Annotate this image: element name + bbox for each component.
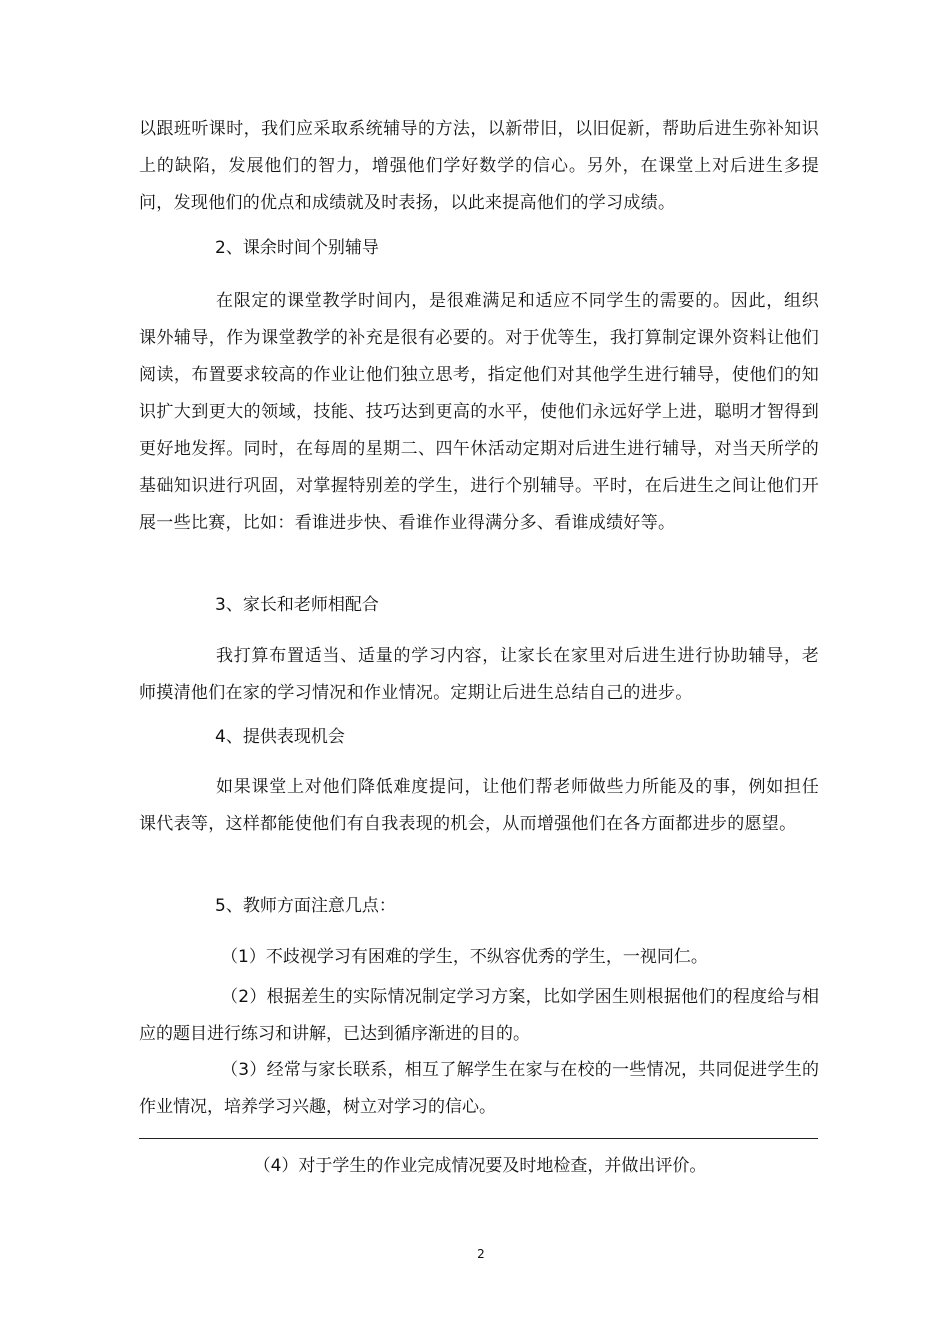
section-4-heading: 4、提供表现机会	[215, 727, 345, 747]
section-4-body: 如果课堂上对他们降低难度提问，让他们帮老师做些力所能及的事，例如担任课代表等，这样都能使他们有自我表现的机会，从而增强他们在各方面都进步的愿望。	[139, 777, 819, 834]
page-number: 2	[477, 1247, 485, 1261]
section-5-item-1: （1）不歧视学习有困难的学生，不纵容优秀的学生，一视同仁。	[221, 947, 708, 967]
section-2-heading: 2、课余时间个别辅导	[215, 238, 379, 258]
footnote-divider	[139, 1138, 818, 1139]
section-2-body: 在限定的课堂教学时间内，是很难满足和适应不同学生的需要的。因此，组织课外辅导，作为课堂教学的补充是很有必要的。对于优等生，我打算制定课外资料让他们阅读，布置要求较高的作业让他们独立思考，指定他们对其他学生进行辅导，使他们的知识扩大到更大的领域，技能、技巧达到更高的水平，使他们永远好学上进，聪明才智得到更好地发挥。同时，在每周的星期二、四午休活动定期对后进生进行辅导，对当天所学的基础知识进行巩固，对掌握特别差的学生，进行个别辅导。平时，在后进生之间让他们开展一些比赛，比如：看谁进步快、看谁作业得满分多、看谁成绩好等。	[139, 291, 819, 533]
section-5-item-2: （2）根据差生的实际情况制定学习方案，比如学困生则根据他们的程度给与相应的题目进行练习和讲解，已达到循序渐进的目的。	[139, 987, 819, 1044]
footnote-text: （4）对于学生的作业完成情况要及时地检查，并做出评价。	[253, 1156, 707, 1176]
section-3-body: 我打算布置适当、适量的学习内容，让家长在家里对后进生进行协助辅导，老师摸清他们在家的学习情况和作业情况。定期让后进生总结自己的进步。	[139, 646, 819, 703]
section-5-heading: 5、教师方面注意几点：	[215, 896, 396, 916]
intro-paragraph: 以跟班听课时，我们应采取系统辅导的方法，以新带旧，以旧促新，帮助后进生弥补知识上的缺陷，发展他们的智力，增强他们学好数学的信心。另外，在课堂上对后进生多提问，发现他们的优点和成绩就及时表扬，以此来提高他们的学习成绩。	[139, 119, 819, 213]
section-3-heading: 3、家长和老师相配合	[215, 595, 379, 615]
section-5-item-3: （3）经常与家长联系，相互了解学生在家与在校的一些情况，共同促进学生的作业情况，培养学习兴趣，树立对学习的信心。	[139, 1060, 819, 1117]
